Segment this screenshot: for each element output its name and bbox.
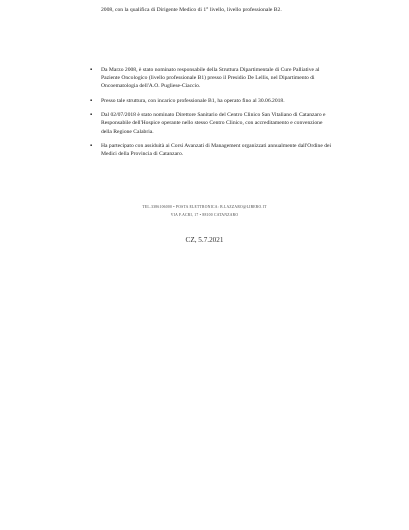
place-date: CZ, 5.7.2021 xyxy=(185,236,224,244)
list-item xyxy=(90,142,333,158)
list-item-text: Da Marzo 2008, è stato nominato responsabile della Struttura Dipartimentale di Cure Palliative al Paziente Oncologico (livello professionale B1) presso il Presidio De Lellis, nel Dipartimento di Oncoematologia dell'A.O. Pugliese-Ciaccio. xyxy=(101,67,320,90)
footer-contact-line: TEL.3386106000 • POSTA ELETTRONICA: B.LAZZARO@LIBERO.IT xyxy=(142,205,267,209)
list-item-text: Dal 02/07/2018 è stato nominato Direttore Sanitario del Centro Clinico San Vitaliano di Catanzaro e Responsabile dell'Hospice operante nello stesso Centro Clinico, con accreditamento e convenzione della Regione Calabria. xyxy=(101,112,326,135)
footer-address-line: VIA F.ACRI, 17 • 88100 CATANZARO xyxy=(170,213,239,217)
list-item xyxy=(90,66,333,91)
intro-paragraph: 2008, con la qualifica di Dirigente Medico di 1° livello, livello professionale B2. xyxy=(101,7,282,13)
bullet-icon: ▪ xyxy=(90,67,93,73)
bullet-icon: ▪ xyxy=(90,97,93,104)
list-item xyxy=(90,97,333,105)
bullet-icon: ▪ xyxy=(90,142,93,149)
list-item-text: Ha partecipato con assiduità ai Corsi Avanzati di Management organizzati annualmente dall'Ordine dei Medici della Provincia di Catanzaro. xyxy=(101,142,332,158)
bullet-icon: ▪ xyxy=(90,112,93,119)
list-item xyxy=(90,111,333,136)
list-item-text: Presso tale struttura, con incarico professionale B1, ha operato fino al 30.06.2018. xyxy=(101,97,285,104)
career-list xyxy=(90,66,333,165)
